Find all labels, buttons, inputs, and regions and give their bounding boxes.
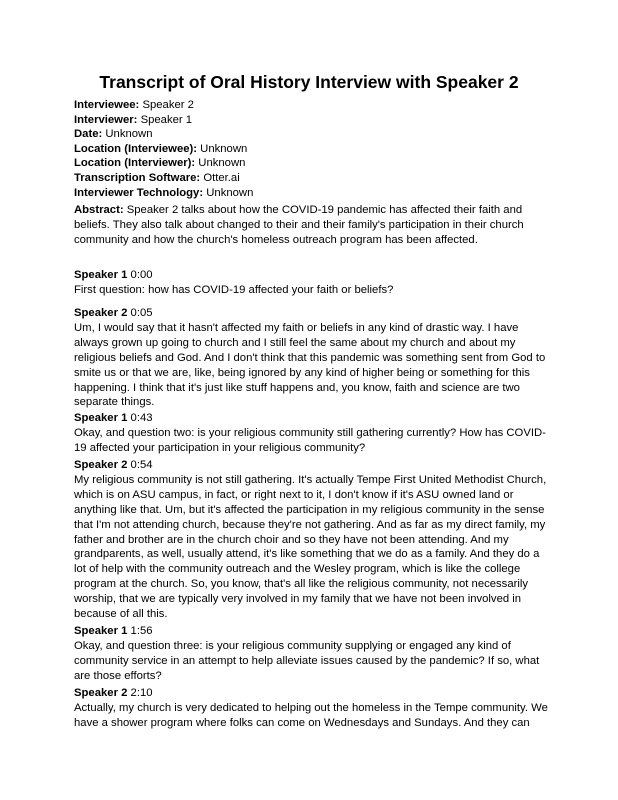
- speaker-line: [74, 624, 554, 639]
- utterance-text: Um, I would say that it hasn't affected my faith or beliefs in any kind of drastic way. I have always grown up going to church and I still feel the same about my church and about my religious beliefs and God. And I don't think that this pandemic was something sent from God to smite us or that we are, like, being ignored by any kind of higher being or something for this happening. I think that it's just like stuff happens and, you know, faith and science are two separate things.: [74, 321, 546, 409]
- metadata-label: Transcription Software:: [74, 171, 201, 184]
- metadata-label: Interviewer Technology:: [74, 186, 204, 199]
- timestamp: 0:05: [130, 307, 153, 319]
- metadata-value: Otter.ai: [203, 171, 240, 184]
- metadata-label: Date:: [74, 128, 103, 141]
- metadata-row-date: [74, 127, 554, 142]
- abstract-label: Abstract:: [74, 204, 124, 216]
- utterance-text: Actually, my church is very dedicated to helping out the homeless in the Tempe community. We have a shower program where folks can come on Wednesdays and Sundays. And they can: [74, 701, 548, 729]
- metadata-label: Interviewee:: [74, 99, 140, 111]
- metadata-row-transcription-software: [74, 171, 554, 186]
- metadata-row-location-interviewer: [74, 156, 554, 171]
- metadata-label: Interviewer:: [74, 113, 138, 126]
- speaker-name: Speaker 1: [74, 412, 128, 424]
- metadata-value: Speaker 2: [142, 99, 194, 111]
- speaker-line: [74, 458, 554, 473]
- speaker-name: Speaker 1: [74, 269, 128, 281]
- speaker-name: Speaker 2: [74, 459, 128, 471]
- timestamp: 2:10: [130, 687, 153, 699]
- metadata-value: Unknown: [206, 186, 254, 199]
- utterance-text: Okay, and question three: is your religious community supplying or engaged any kind of community service in an attempt to help alleviate issues caused by the pandemic? If so, what are those efforts?: [74, 639, 540, 682]
- metadata-label: Location (Interviewee):: [74, 142, 198, 155]
- speaker-line: [74, 686, 554, 701]
- transcript-entry: [74, 624, 554, 684]
- transcript-entry: [74, 458, 554, 622]
- utterance-text: My religious community is not still gathering. It's actually Tempe First United Methodist Church, which is on ASU campus, in fact, or right next to it, I don't know if it's ASU owned land or anything like that. Um, but it's affected the participation in my religious community in the sense that I'm not attending church, because they're not gathering. And as far as my direct family, my father and brother are in the church choir and so they have not been attending. And my grandparents, as well, usually attend, it's like something that we do as a family. And they do a lot of help with the community outreach and the Wesley program, which is like the college program at the church. So, you know, that's all like the religious community, not necessarily worship, that we are typically very involved in my family that we have not been involved in because of all this.: [74, 473, 547, 621]
- timestamp: 0:43: [130, 412, 153, 424]
- document-title: Transcript of Oral History Interview with Speaker 2: [99, 72, 519, 92]
- metadata-value: Unknown: [200, 142, 248, 155]
- speaker-line: [74, 268, 554, 283]
- abstract-text: Speaker 2 talks about how the COVID-19 pandemic has affected their faith and beliefs. They also talk about changed to their and their family's participation in their church community and how the church's homeless outreach program has been affected.: [74, 204, 524, 246]
- transcript-entry: [74, 686, 554, 731]
- metadata-label: Location (Interviewer):: [74, 157, 196, 170]
- speaker-name: Speaker 2: [74, 687, 128, 699]
- transcript-entry: [74, 268, 554, 298]
- metadata-list: [74, 98, 554, 200]
- timestamp: 0:54: [130, 459, 153, 471]
- metadata-value: Unknown: [198, 157, 246, 170]
- speaker-name: Speaker 1: [74, 625, 128, 637]
- metadata-row-interviewer: [74, 113, 554, 128]
- speaker-line: [74, 306, 554, 321]
- metadata-row-location-interviewee: [74, 142, 554, 157]
- metadata-value: Unknown: [105, 128, 153, 141]
- metadata-value: Speaker 1: [140, 113, 193, 126]
- transcript-entry: [74, 411, 554, 456]
- timestamp: 0:00: [130, 269, 153, 281]
- timestamp: 1:56: [130, 625, 153, 637]
- utterance-text: First question: how has COVID-19 affected your faith or beliefs?: [74, 283, 394, 296]
- utterance-text: Okay, and question two: is your religious community still gathering currently? How has COVID- 19 affected your participation in your religious community?: [74, 426, 546, 454]
- speaker-line: [74, 411, 554, 426]
- transcript-entry: [74, 306, 554, 410]
- speaker-name: Speaker 2: [74, 307, 128, 319]
- abstract: [74, 203, 554, 247]
- metadata-row-interviewer-technology: [74, 186, 554, 201]
- metadata-row-interviewee: [74, 98, 554, 113]
